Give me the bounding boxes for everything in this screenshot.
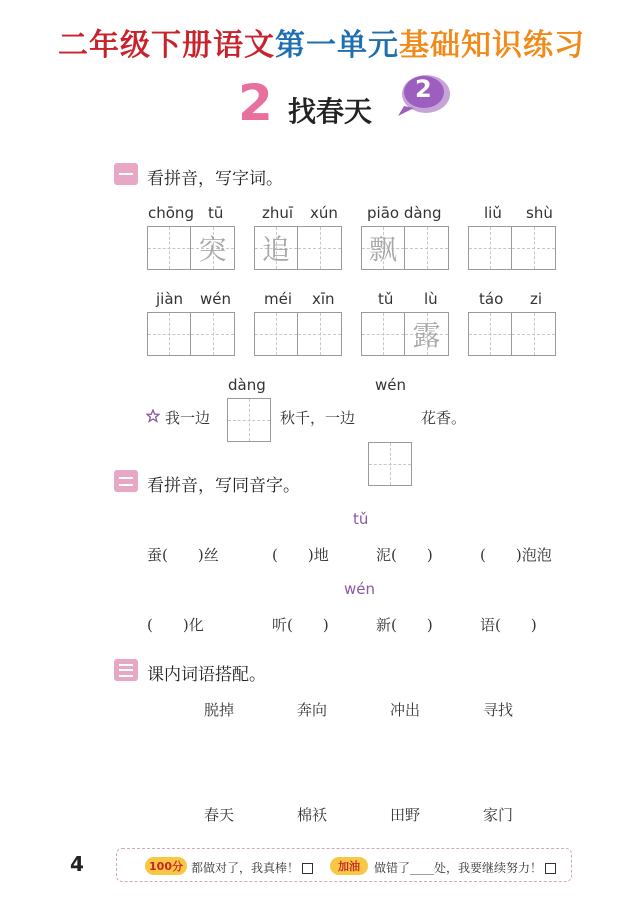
checkbox-all-correct[interactable] [302, 863, 313, 874]
pinyin: wén [344, 580, 376, 598]
answer-box-chongtu[interactable] [147, 226, 235, 270]
title-grade: 二年级下册语文 [58, 28, 275, 63]
writing-cell[interactable] [512, 226, 556, 270]
pinyin: táo [479, 290, 504, 308]
pinyin: wén [375, 376, 407, 394]
section-1-badge [114, 163, 138, 185]
fill-blank[interactable]: 语( ) [480, 616, 537, 634]
writing-cell[interactable]: 飘 [361, 226, 405, 270]
match-word[interactable]: 家门 [483, 806, 514, 824]
writing-cell[interactable] [512, 312, 556, 356]
writing-cell[interactable] [254, 312, 298, 356]
title-unit: 第一单元 [275, 28, 399, 63]
pinyin: lù [424, 290, 438, 308]
section-2-badge [114, 470, 138, 492]
match-word[interactable]: 奔向 [297, 701, 328, 719]
section-1-title: 看拼音，写字词。 [147, 169, 283, 189]
section-2-title: 看拼音，写同音字。 [147, 476, 300, 496]
answer-box-piaodang[interactable] [361, 226, 449, 270]
pinyin: piāo dàng [367, 204, 442, 222]
writing-cell[interactable] [405, 226, 449, 270]
star-icon [146, 408, 160, 427]
writing-cell[interactable]: 追 [254, 226, 298, 270]
pinyin: chōng [148, 204, 194, 222]
answer-box-meixin[interactable] [254, 312, 342, 356]
sentence-part: 我一边 [165, 409, 211, 427]
match-word[interactable]: 寻找 [483, 701, 514, 719]
sentence-part: 秋千，一边 [280, 409, 356, 427]
pinyin: shù [526, 204, 553, 222]
pinyin: xīn [312, 290, 335, 308]
pinyin: jiàn [156, 290, 184, 308]
pinyin: zhuī [262, 204, 294, 222]
pinyin: zi [530, 290, 543, 308]
speech-bubble-icon [396, 72, 452, 122]
lesson-title: 找春天 [288, 95, 373, 128]
title-topic: 基础知识练习 [399, 28, 585, 63]
checkbox-mistakes[interactable] [545, 863, 556, 874]
writing-cell[interactable]: 突 [191, 226, 235, 270]
fill-blank[interactable]: 泥( ) [376, 546, 433, 564]
lesson-number: 2 [238, 74, 273, 132]
fill-blank[interactable]: ( )泡泡 [480, 546, 552, 564]
answer-box-liushu[interactable] [468, 226, 556, 270]
writing-cell[interactable] [298, 226, 342, 270]
writing-cell[interactable] [468, 312, 512, 356]
writing-cell[interactable] [368, 442, 412, 486]
fill-blank[interactable]: 新( ) [376, 616, 433, 634]
match-word[interactable]: 棉袄 [297, 806, 328, 824]
fill-blank[interactable]: ( )化 [147, 616, 204, 634]
answer-box-taozi[interactable] [468, 312, 556, 356]
pinyin: xún [310, 204, 338, 222]
self-check-mistakes: 做错了____处，我要继续努力！ [374, 859, 556, 876]
writing-cell[interactable] [227, 398, 271, 442]
page-number: 4 [70, 852, 84, 876]
writing-cell[interactable] [298, 312, 342, 356]
fill-blank[interactable]: ( )地 [272, 546, 329, 564]
section-3-title: 课内词语搭配。 [147, 665, 266, 685]
match-word[interactable]: 田野 [390, 806, 421, 824]
answer-box-tulu[interactable] [361, 312, 449, 356]
writing-cell[interactable] [361, 312, 405, 356]
pinyin: liǔ [484, 204, 502, 222]
writing-cell[interactable] [468, 226, 512, 270]
match-word[interactable]: 冲出 [390, 701, 421, 719]
writing-cell[interactable] [147, 226, 191, 270]
writing-cell[interactable]: 露 [405, 312, 449, 356]
fill-blank[interactable]: 听( ) [272, 616, 329, 634]
answer-box-zhuixun[interactable] [254, 226, 342, 270]
section-3-badge [114, 659, 138, 681]
writing-cell[interactable] [191, 312, 235, 356]
worksheet-title [0, 20, 643, 64]
pinyin: tǔ [378, 290, 394, 308]
score-badge: 100分 [145, 857, 187, 875]
lesson-badge-number: 2 [415, 75, 432, 103]
self-check-all-correct: 都做对了，我真棒！ [191, 859, 313, 876]
match-word[interactable]: 春天 [204, 806, 235, 824]
answer-box-jianwen[interactable] [147, 312, 235, 356]
pinyin: méi [264, 290, 293, 308]
pinyin: tū [208, 204, 224, 222]
encourage-badge: 加油 [330, 857, 368, 875]
writing-cell[interactable] [147, 312, 191, 356]
fill-blank[interactable]: 蚕( )丝 [147, 546, 219, 564]
sentence-part: 花香。 [421, 409, 467, 427]
pinyin: dàng [228, 376, 266, 394]
match-word[interactable]: 脱掉 [204, 701, 235, 719]
pinyin: wén [200, 290, 232, 308]
pinyin: tǔ [353, 510, 369, 528]
